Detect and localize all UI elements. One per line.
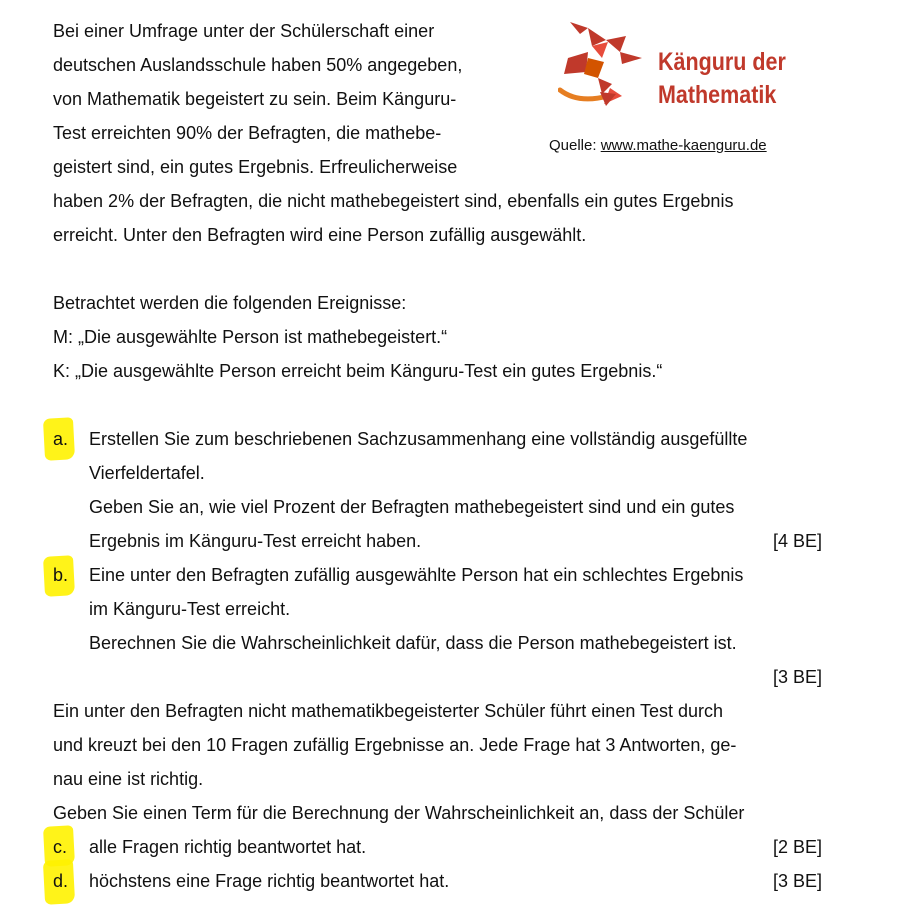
intro-line: geistert sind, ein gutes Ergebnis. Erfreulicherweise [53, 157, 458, 177]
intro-line: deutschen Auslandsschule haben 50% angegeben, [53, 55, 463, 75]
task-d-points: [3 BE] [772, 871, 822, 891]
intro-line: erreicht. Unter den Befragten wird eine Person zufällig ausgewählt. [53, 225, 587, 245]
context-line: und kreuzt bei den 10 Fragen zufällig Ergebnisse an. Jede Frage hat 3 Antworten, ge- [53, 735, 737, 755]
task-c-text: alle Fragen richtig beantwortet hat. [89, 837, 367, 857]
logo-title-line2: Mathematik [658, 81, 777, 109]
source-note [549, 137, 767, 155]
task-b-label: b. [53, 565, 69, 585]
context-line: Geben Sie einen Term für die Berechnung der Wahrscheinlichkeit an, dass der Schüler [53, 803, 745, 823]
events-heading: Betrachtet werden die folgenden Ereignisse: [53, 293, 407, 313]
task-a-line: Geben Sie an, wie viel Prozent der Befragten mathebegeistert sind und ein gutes [89, 497, 735, 517]
source-link[interactable]: www.mathe-kaenguru.de [600, 137, 767, 154]
task-d-text: höchstens eine Frage richtig beantwortet hat. [89, 871, 450, 891]
task-b-points: [3 BE] [772, 667, 822, 687]
intro-line: von Mathematik begeistert zu sein. Beim Känguru- [53, 89, 457, 109]
logo-title-line1: Känguru der [658, 48, 786, 76]
task-a-line: Ergebnis im Känguru-Test erreicht haben. [89, 531, 422, 551]
task-b-line: im Känguru-Test erreicht. [89, 599, 291, 619]
context-line: nau eine ist richtig. [53, 769, 204, 789]
intro-line: Test erreichten 90% der Befragten, die mathebe- [53, 123, 442, 143]
event-m: M: „Die ausgewählte Person ist mathebegeistert.“ [53, 327, 448, 347]
intro-line: Bei einer Umfrage unter der Schülerschaft einer [53, 21, 435, 41]
task-a-line: Vierfeldertafel. [89, 463, 205, 483]
task-a-label: a. [53, 429, 69, 449]
intro-line: haben 2% der Befragten, die nicht mathebegeistert sind, ebenfalls ein gutes Ergebnis [53, 191, 734, 211]
task-d-label: d. [53, 871, 69, 891]
source-label: Quelle: [549, 137, 597, 154]
task-b-line: Eine unter den Befragten zufällig ausgewählte Person hat ein schlechtes Ergebnis [89, 565, 744, 585]
context-line: Ein unter den Befragten nicht mathematikbegeisterter Schüler führt einen Test durch [53, 701, 724, 721]
task-a-points: [4 BE] [772, 531, 822, 551]
task-c-label: c. [53, 837, 68, 857]
task-c-points: [2 BE] [772, 837, 822, 857]
event-k: K: „Die ausgewählte Person erreicht beim Känguru-Test ein gutes Ergebnis.“ [53, 361, 663, 381]
task-a-line: Erstellen Sie zum beschriebenen Sachzusammenhang eine vollständig ausgefüllte [89, 429, 748, 449]
task-b-line: Berechnen Sie die Wahrscheinlichkeit dafür, dass die Person mathebegeistert ist. [89, 633, 737, 653]
